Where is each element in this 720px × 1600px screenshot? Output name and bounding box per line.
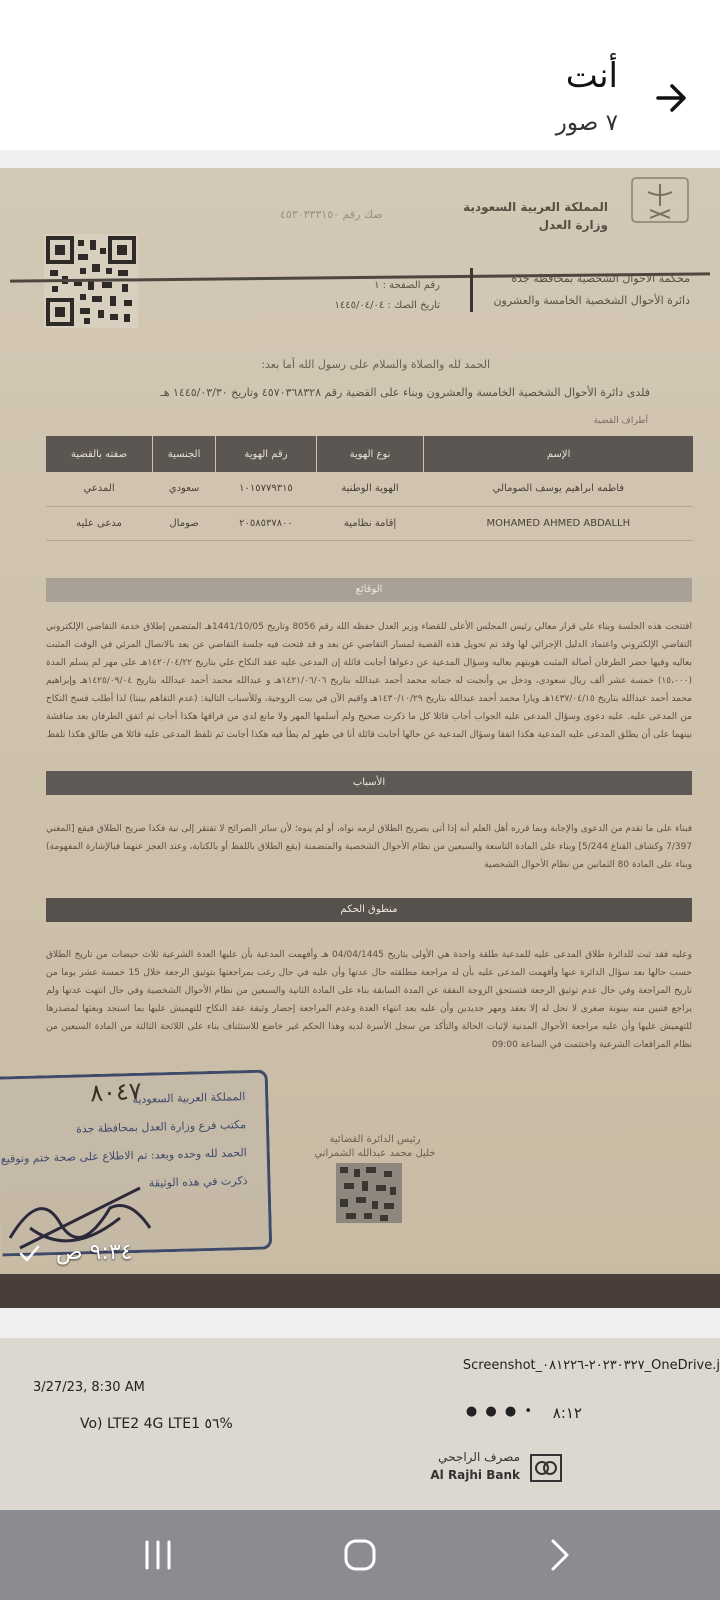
col-name: الإسم <box>424 436 693 472</box>
col-id-type: نوع الهوية <box>316 436 423 472</box>
opening-praise: الحمد لله والصلاة والسلام على رسول الله أما بعد: <box>261 358 490 371</box>
notification-icons: ● ● ● • <box>465 1404 534 1419</box>
party-nationality: صومال <box>153 506 216 540</box>
photo-background-edge <box>0 1274 720 1308</box>
party-role: مدعى عليه <box>46 506 153 540</box>
court-document <box>0 168 720 1308</box>
party-name: فاطمه ابراهيم يوسف الصومالي <box>424 472 693 506</box>
back-chevron-icon[interactable] <box>537 1532 583 1578</box>
stamp-number: ٨٠٤٧ <box>89 1076 143 1108</box>
col-role: صفته بالقضية <box>46 436 153 472</box>
bank-name-english: Al Rajhi Bank <box>430 1468 520 1482</box>
party-role: المدعي <box>46 472 153 506</box>
bank-name-arabic: مصرف الراجحي <box>438 1450 520 1464</box>
judge-title: رئيس الدائرة القضائية <box>329 1134 421 1145</box>
recents-icon[interactable] <box>135 1532 181 1578</box>
ministry-line-1: المملكة العربية السعودية <box>463 200 608 214</box>
parties-header-row <box>46 436 694 472</box>
deed-meta <box>335 276 440 316</box>
ministry-line-2: وزارة العدل <box>538 218 608 232</box>
court-name <box>493 268 690 312</box>
sent-tick-icon <box>18 1242 40 1264</box>
party-id-type: إقامة نظامية <box>316 506 423 540</box>
col-id-number: رقم الهوية <box>216 436 317 472</box>
table-row <box>46 506 694 540</box>
ministry-name <box>463 198 608 234</box>
stamp-line: الحمد لله وحده وبعد: تم الاطلاع على صحة ختم وتوقيع <box>0 1146 247 1166</box>
court-line-1: محكمة الاحوال الشخصية بمحافظة جدة <box>511 272 690 285</box>
arrow-right-icon[interactable] <box>652 78 692 118</box>
party-nationality: سعودي <box>153 472 216 506</box>
page-number: رقم الصفحة : ١ <box>374 280 440 291</box>
saudi-emblem-icon <box>630 176 690 224</box>
reasons-paragraph: فبناء على ما تقدم من الدعوى والإجابة وبما قرره أهل العلم أنه إذا أتى بصريح الطلاق لزمه نواه، أو لم ينوه؛ لأن سائر الصرائح لا تفتقر إلى نية فكذا صريح الطلاق فيقع [المغني 7/397 وكشاف القناع 5/244] وبناء على المادة التاسعة والسبعين من نظام الأحوال الشخصية والمتضمنة (يقع الطلاق باللفظ أو بالكتابة، وعند العجز عنهما فبالإشارة المفهومة) وبناء على المادة 80 الثمانين من نظام الأحوال الشخصية <box>46 824 693 870</box>
screenshot-filename: Screenshot_٢٠٢٣٠٣٢٧-٠٨١٢٢٦_OneDrive.j <box>462 1358 720 1373</box>
photo-count: ٧ صور <box>555 110 618 136</box>
stamp-line: المملكة العربية السعودية <box>132 1090 246 1107</box>
facts-paragraph: افتتحت هذه الجلسة وبناء على قرار معالي رئيس المجلس الأعلى للقضاء وزير العدل حفظه الله رقم 8056 وتاريخ 1441/10/05هـ المتضمن إطلاق خدمة التقاضي الإلكتروني التقاضي الإلكتروني واعتماد الدليل الإجرائي لها وقد تم تحويل هذه القضية لمسار التقاضي عن بعد و قد فتحت فيه جلسة التقاضي عن بعد بالاتصال المرئي في الوقت المثبت بعاليه وفيها حضر الطرفان أصالة المثبت هويتهم بعاليه وسؤال المدعية عن دعواها أجابت قائلة إن المدعى عليه عقد النكاح علي بتاريخ ١٤٢٠/٠٤/٢٢هـ على مهر لم يسلم المدة (١٥،٠٠٠) خمسة عشر ألف ريال سعودي، ودخل بي وأنجبت له جمانه محمد أحمد عبدالله بتاريخ ١٤٢١/٠٦/٠٦هـ و عبدالله محمد أحمد عبدالله بتاريخ ١٤٢٥/٠٩/٠٤هـ وإبراهيم محمد أحمد عبدالله بتاريخ ١٤٣٧/٠٤/١٥هـ ويارا محمد أحمد عبدالله بتاريخ ١٤٣٠/١٠/٢٩هـ واقيم الآن في بيت الزوجية، وللأسباب التالية: (عدم التفاهم بيننا) لذا أطلب فسخ النكاح من المدعى عليه. عليه دعوى وسؤال المدعى عليه الجواب أجاب قائلا كل ما ذكرت صحيح ولم أسلمها المهر ولا مانع لدي من فراقها هكذا أجاب ثم اتفق الطرفان بعد مناقشة بينهما على أن يطلق المدعى عليه المدعية هكذا اتفقا وسؤال المدعية عن حالها أجابت قائلة أنا في طهر لم يطأ فيه هكذا أجابت ثم تلفظ المدعى عليه قائلا هي طالق هكذا تلفظ <box>46 622 693 740</box>
screenshot-status-bar: %٥٦ Vo) LTE2 4G LTE1 <box>80 1416 233 1432</box>
parties-caption: أطراف القضية <box>593 416 648 426</box>
judge-qr-code-icon <box>336 1163 402 1223</box>
parties-table <box>45 436 693 541</box>
judge-block <box>300 1133 450 1161</box>
screenshot-date: 3/27/23, 8:30 AM <box>33 1380 145 1395</box>
section-reasons-heading: الأسباب <box>46 771 692 795</box>
verdict-paragraph: وعليه فقد ثبت للدائرة طلاق المدعى عليه للمدعية طلقة واحدة هي الأولى بتاريخ 04/04/1445 هـ وأفهمت المدعية بأن عليها العدة الشرعية ثلاث حيضات من تاريخ الطلاق حسب حالها بعد سؤال الدائرة عنها وأفهمت المدعى عليه بأن له مراجعة مطلقته حال عدتها وأن عليه في حال رغب بمراجعتها بتوثيق الرجعة خلال 15 خمسة عشر يوما من تاريخ المراجعة وفي حال عدم توثيق الرجعة فتستحق الزوجة النفقة عن المدة السابقة بناء على المادة الثانية والسبعين من نظام الأحوال الشخصية وفي حال انتهت عدتها ولم يراجع فتبين منه بينونة صغرى لا تحل له إلا بعقد ومهر جديدين وأن عليه بعد انتهاء العدة وعدم المراجعة إحضار وثيقة عقد النكاح للتهميش عليها بما استجد وبعثها لمصدرها للتهميش عليها وأن عليه مراجعة الأحوال المدنية لإثبات الحالة والتأكد من سجل الأسرة لديه وهذا الحكم غير خاضع للاستئناف بناء على اللائحة الثالثة من المادة السبعين من نظام المرافعات الشرعية واختتمت في الساعة 09:00 <box>46 950 693 1050</box>
deed-date: تاريخ الصك : ١٤٤٥/٠٤/٠٤ <box>334 300 440 311</box>
message-time: ٩:٣٤ ص <box>56 1240 133 1265</box>
home-icon[interactable] <box>337 1532 383 1578</box>
sender-title: أنت <box>565 56 618 96</box>
table-row <box>46 472 694 506</box>
bank-logo-icon <box>530 1454 562 1482</box>
section-facts-heading: الوقائع <box>46 578 692 602</box>
party-name: MOHAMED AHMED ABDALLH <box>424 506 693 540</box>
stamp-line: ذكرت في هذه الوثيقة <box>148 1174 248 1190</box>
deed-number: صك رقم ٤٥٣٠٣٣٣١٥٠ <box>280 208 383 221</box>
party-id-number: ٢٠٥٨٥٣٧٨٠٠ <box>216 506 317 540</box>
case-intro: فلدى دائرة الأحوال الشخصية الخامسة والعشرون وبناء على القضية رقم ٤٥٧٠٣٦٨٣٢٨ وتاريخ ١٤٤٥/٠٣/٣٠ هـ <box>160 386 650 399</box>
system-navigation-bar <box>0 1510 720 1600</box>
viewer-header <box>0 0 720 150</box>
stamp-line: مكتب فرع وزارة العدل بمحافظة جدة <box>75 1118 247 1136</box>
document-photo[interactable] <box>0 168 720 1308</box>
judge-name: خليل محمد عبدالله الشمراني <box>314 1148 436 1159</box>
section-verdict-heading: منطوق الحكم <box>46 898 692 922</box>
court-line-2: دائرة الأحوال الشخصية الخامسة والعشرون <box>493 294 690 307</box>
screenshot-clock: ٨:١٢ <box>552 1404 582 1422</box>
col-nationality: الجنسية <box>153 436 216 472</box>
party-id-number: ١٠١٥٧٧٩٣١٥ <box>216 472 317 506</box>
meta-divider <box>470 268 473 312</box>
party-id-type: الهوية الوطنية <box>316 472 423 506</box>
screenshot-photo[interactable] <box>0 1338 720 1510</box>
